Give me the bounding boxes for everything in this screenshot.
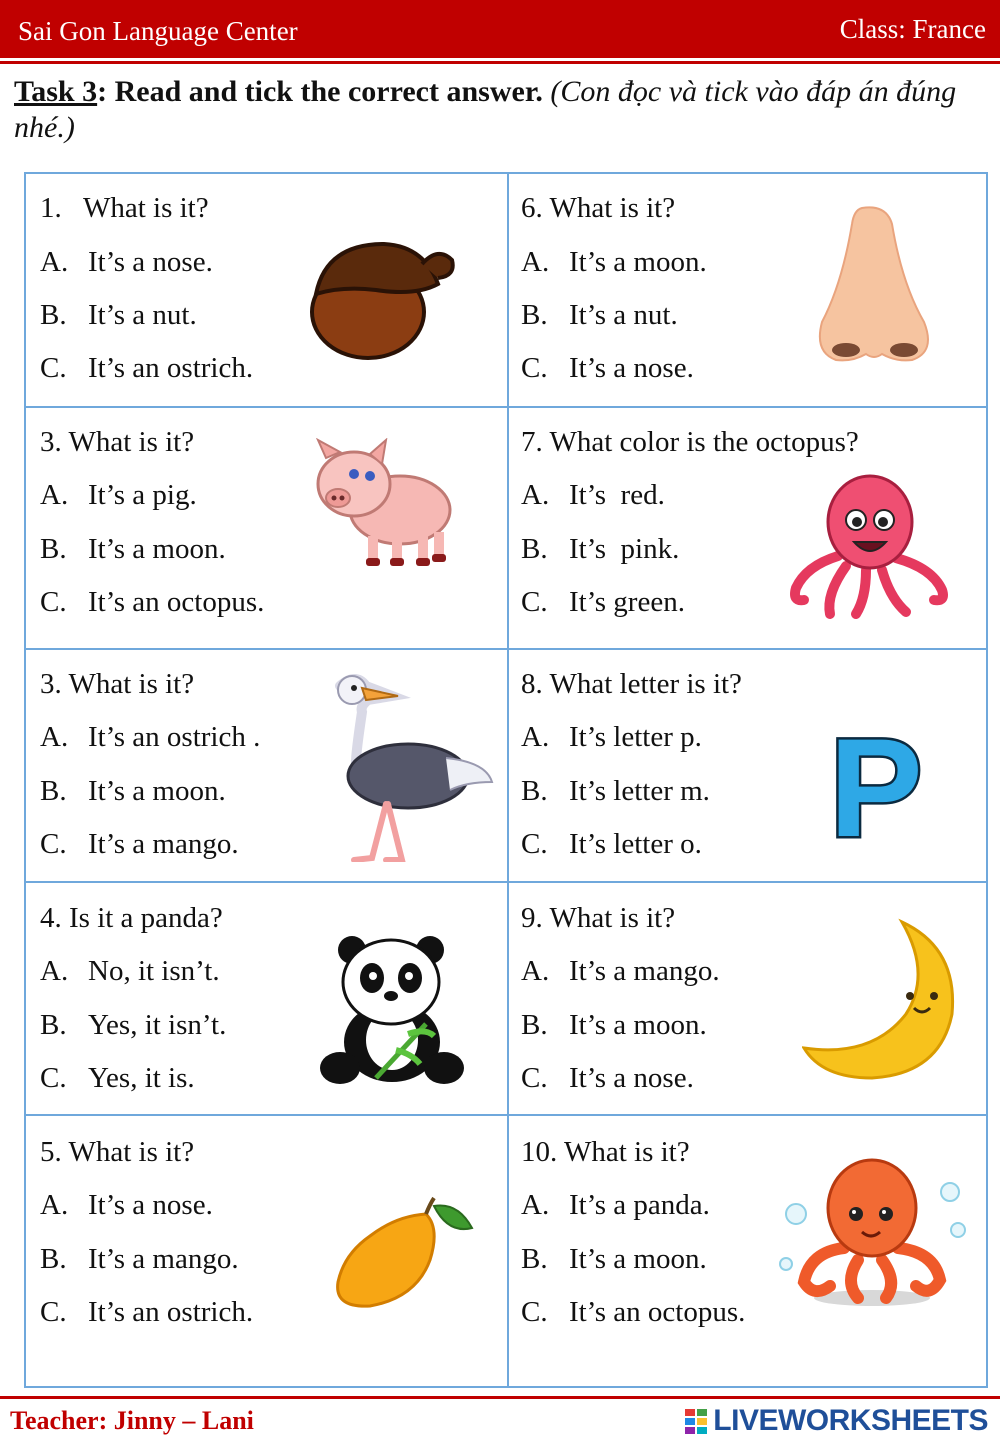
grid-row-divider xyxy=(26,1114,986,1116)
option-c[interactable] xyxy=(521,828,702,861)
pig-picture xyxy=(308,438,458,570)
option-letter: B. xyxy=(40,1243,67,1275)
question-text: 7. What color is the octopus? xyxy=(521,426,859,458)
option-c[interactable] xyxy=(521,1062,694,1095)
task-label: Task 3 xyxy=(14,75,98,108)
header-divider xyxy=(0,61,1000,64)
option-c[interactable] xyxy=(40,586,264,619)
option-letter: C. xyxy=(40,828,67,860)
option-a[interactable] xyxy=(521,1189,710,1222)
option-letter: A. xyxy=(521,955,550,987)
option-text: It’s an ostrich. xyxy=(88,352,254,384)
option-text: It’s a mango. xyxy=(88,828,239,860)
header-bar xyxy=(0,0,1000,58)
option-c[interactable] xyxy=(40,828,239,861)
option-a[interactable] xyxy=(521,955,720,988)
option-c[interactable] xyxy=(521,1296,745,1329)
option-letter: B. xyxy=(40,299,67,331)
option-letter: C. xyxy=(40,586,67,618)
option-text: It’s a moon. xyxy=(88,775,226,807)
mango-picture xyxy=(330,1194,476,1310)
question-text: 3. What is it? xyxy=(40,426,195,458)
school-name: Sai Gon Language Center xyxy=(18,16,298,46)
option-b[interactable] xyxy=(521,533,679,566)
question-text: 6. What is it? xyxy=(521,192,676,224)
option-c[interactable] xyxy=(40,1296,253,1329)
brand-logo xyxy=(685,1404,988,1438)
option-a[interactable] xyxy=(521,479,665,512)
option-letter: B. xyxy=(521,775,548,807)
option-text: No, it isn’t. xyxy=(88,955,220,987)
moon-picture xyxy=(802,918,958,1082)
option-letter: C. xyxy=(521,586,548,618)
task-title: : Read and tick the correct answer. xyxy=(97,75,543,108)
question-text: 10. What is it? xyxy=(521,1136,690,1168)
letter-p-text: P xyxy=(829,724,923,848)
option-b[interactable] xyxy=(40,533,226,566)
option-text: It’s a nose. xyxy=(569,352,694,384)
option-letter: A. xyxy=(40,1189,69,1221)
option-text: It’s a pig. xyxy=(88,479,197,511)
option-b[interactable] xyxy=(40,1243,239,1276)
option-text: It’s a nose. xyxy=(88,246,213,278)
option-text: It’s a nose. xyxy=(569,1062,694,1094)
option-a[interactable] xyxy=(40,246,213,279)
ostrich-picture xyxy=(326,672,494,862)
option-b[interactable] xyxy=(40,775,226,808)
option-letter: A. xyxy=(521,479,550,511)
option-letter: C. xyxy=(521,1296,548,1328)
option-text: It’s letter o. xyxy=(569,828,702,860)
option-text: It’s an ostrich. xyxy=(88,1296,254,1328)
option-letter: C. xyxy=(40,1296,67,1328)
teacher-name: Teacher: Jinny – Lani xyxy=(10,1406,254,1435)
task-instructions xyxy=(14,74,974,146)
footer-divider xyxy=(0,1396,1000,1399)
option-letter: B. xyxy=(521,1243,548,1275)
letter-p-picture xyxy=(826,724,926,848)
option-letter: B. xyxy=(521,1009,548,1041)
option-letter: A. xyxy=(40,955,69,987)
orange-octopus-picture xyxy=(774,1152,970,1312)
option-text: It’s a mango. xyxy=(569,955,720,987)
option-text: It’s pink. xyxy=(569,533,680,565)
option-text: It’s red. xyxy=(569,479,665,511)
grid-column-divider xyxy=(507,174,509,1386)
option-text: It’s a panda. xyxy=(569,1189,710,1221)
option-b[interactable] xyxy=(40,299,197,332)
grid-row-divider xyxy=(26,406,986,408)
option-b[interactable] xyxy=(521,1009,707,1042)
option-letter: C. xyxy=(521,828,548,860)
question-text: 1. What is it? xyxy=(40,192,209,224)
pink-octopus-picture xyxy=(786,470,952,620)
task-note: (Con đọc và tick vào đáp án đúng nhé.) xyxy=(14,75,957,144)
option-c[interactable] xyxy=(40,352,253,385)
option-letter: C. xyxy=(40,1062,67,1094)
brand-name: LIVEWORKSHEETS xyxy=(713,1404,988,1437)
option-text: It’s a nut. xyxy=(88,299,197,331)
option-text: It’s a moon. xyxy=(569,246,707,278)
option-text: It’s a mango. xyxy=(88,1243,239,1275)
question-text: 9. What is it? xyxy=(521,902,676,934)
option-text: It’s a moon. xyxy=(569,1009,707,1041)
option-text: It’s a moon. xyxy=(569,1243,707,1275)
option-letter: B. xyxy=(40,533,67,565)
option-letter: A. xyxy=(40,721,69,753)
panda-picture xyxy=(316,932,466,1090)
option-b[interactable] xyxy=(521,1243,707,1276)
grid-row-divider xyxy=(26,648,986,650)
option-c[interactable] xyxy=(40,1062,195,1095)
option-text: Yes, it is. xyxy=(88,1062,195,1094)
option-a[interactable] xyxy=(521,721,702,754)
class-name: Class: France xyxy=(839,14,986,44)
option-letter: A. xyxy=(521,246,550,278)
option-letter: C. xyxy=(40,352,67,384)
option-b[interactable] xyxy=(521,775,710,808)
option-text: It’s a moon. xyxy=(88,533,226,565)
option-letter: C. xyxy=(521,1062,548,1094)
question-text: 3. What is it? xyxy=(40,668,195,700)
option-text: It’s letter m. xyxy=(569,775,710,807)
option-text: It’s a nose. xyxy=(88,1189,213,1221)
option-text: It’s an octopus. xyxy=(569,1296,746,1328)
liveworksheets-logo-icon xyxy=(685,1409,709,1435)
option-a[interactable] xyxy=(40,1189,213,1222)
option-letter: A. xyxy=(40,479,69,511)
option-text: Yes, it isn’t. xyxy=(88,1009,227,1041)
nose-picture xyxy=(812,204,936,366)
option-a[interactable] xyxy=(40,479,197,512)
question-grid xyxy=(24,172,988,1388)
option-text: It’s green. xyxy=(569,586,685,618)
option-letter: A. xyxy=(521,1189,550,1221)
question-text: 4. Is it a panda? xyxy=(40,902,223,934)
option-text: It’s an ostrich . xyxy=(88,721,261,753)
option-letter: B. xyxy=(40,1009,67,1041)
acorn-picture xyxy=(306,236,456,360)
option-letter: B. xyxy=(40,775,67,807)
question-text: 5. What is it? xyxy=(40,1136,195,1168)
option-c[interactable] xyxy=(521,586,685,619)
option-text: It’s an octopus. xyxy=(88,586,265,618)
option-c[interactable] xyxy=(521,352,694,385)
option-a[interactable] xyxy=(40,721,260,754)
option-a[interactable] xyxy=(521,246,707,279)
option-b[interactable] xyxy=(40,1009,226,1042)
option-b[interactable] xyxy=(521,299,678,332)
option-text: It’s letter p. xyxy=(569,721,702,753)
option-text: It’s a nut. xyxy=(569,299,678,331)
question-text: 8. What letter is it? xyxy=(521,668,742,700)
option-a[interactable] xyxy=(40,955,220,988)
option-letter: A. xyxy=(40,246,69,278)
option-letter: B. xyxy=(521,533,548,565)
option-letter: B. xyxy=(521,299,548,331)
option-letter: C. xyxy=(521,352,548,384)
option-letter: A. xyxy=(521,721,550,753)
grid-row-divider xyxy=(26,881,986,883)
